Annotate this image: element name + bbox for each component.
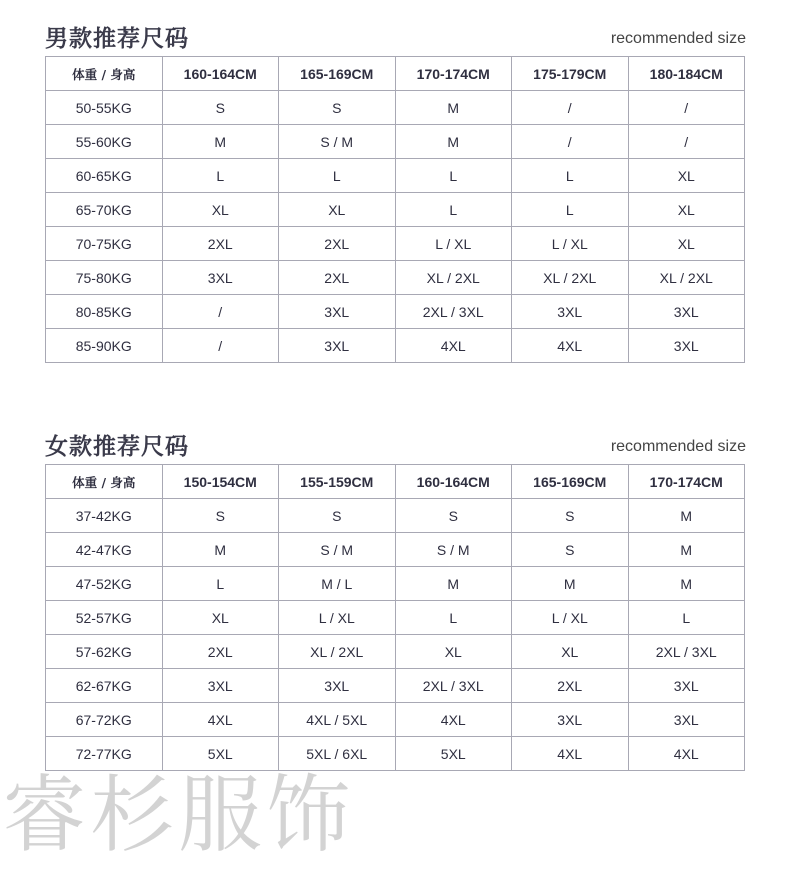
women-height-header: 170-174CM [628, 465, 745, 499]
women-corner-header: 体重 / 身高 [46, 465, 163, 499]
women-size-cell: XL [162, 601, 279, 635]
men-size-cell: 3XL [279, 295, 396, 329]
men-height-header: 165-169CM [279, 57, 396, 91]
men-weight-cell: 75-80KG [46, 261, 163, 295]
men-size-cell: M [162, 125, 279, 159]
men-size-cell: S [279, 91, 396, 125]
men-size-cell: S [162, 91, 279, 125]
men-table-row [46, 91, 745, 125]
men-table-row [46, 261, 745, 295]
women-size-cell: XL / 2XL [279, 635, 396, 669]
men-size-cell: 2XL [279, 261, 396, 295]
men-size-cell: L [395, 193, 512, 227]
women-table-row [46, 567, 745, 601]
women-size-cell: 5XL [395, 737, 512, 771]
men-size-cell: / [512, 125, 629, 159]
men-size-cell: M [395, 91, 512, 125]
women-size-cell: M [395, 567, 512, 601]
men-header-row [46, 57, 745, 91]
men-size-cell: / [162, 295, 279, 329]
women-size-cell: L / XL [279, 601, 396, 635]
women-weight-cell: 72-77KG [46, 737, 163, 771]
men-weight-cell: 85-90KG [46, 329, 163, 363]
men-size-cell: L [279, 159, 396, 193]
women-height-header: 150-154CM [162, 465, 279, 499]
women-table-row [46, 601, 745, 635]
women-size-cell: 2XL [162, 635, 279, 669]
men-size-cell: 2XL / 3XL [395, 295, 512, 329]
women-size-cell: S [279, 499, 396, 533]
men-size-cell: 2XL [279, 227, 396, 261]
watermark: 睿杉服饰 [2, 766, 355, 864]
men-title: 男款推荐尺码 [45, 26, 189, 52]
men-size-cell: XL / 2XL [395, 261, 512, 295]
men-size-cell: L [512, 193, 629, 227]
women-header-row [46, 465, 745, 499]
men-weight-cell: 60-65KG [46, 159, 163, 193]
women-size-cell: S [512, 533, 629, 567]
women-size-cell: 4XL [162, 703, 279, 737]
women-size-cell: 4XL [628, 737, 745, 771]
women-size-cell: M [512, 567, 629, 601]
men-weight-cell: 70-75KG [46, 227, 163, 261]
women-table-row [46, 635, 745, 669]
men-height-header: 180-184CM [628, 57, 745, 91]
men-table-row [46, 295, 745, 329]
men-weight-cell: 55-60KG [46, 125, 163, 159]
men-size-cell: L / XL [395, 227, 512, 261]
women-table-row [46, 533, 745, 567]
women-table-body [46, 499, 745, 771]
men-table-row [46, 227, 745, 261]
men-size-cell: L [162, 159, 279, 193]
men-size-cell: XL [162, 193, 279, 227]
women-size-cell: S [512, 499, 629, 533]
men-height-header: 170-174CM [395, 57, 512, 91]
women-weight-cell: 57-62KG [46, 635, 163, 669]
men-size-cell: S / M [279, 125, 396, 159]
men-size-cell: 2XL [162, 227, 279, 261]
men-weight-cell: 80-85KG [46, 295, 163, 329]
men-size-cell: 4XL [395, 329, 512, 363]
men-size-cell: XL / 2XL [512, 261, 629, 295]
women-size-cell: M [628, 499, 745, 533]
women-size-table [45, 464, 745, 771]
women-height-header: 155-159CM [279, 465, 396, 499]
women-weight-cell: 42-47KG [46, 533, 163, 567]
women-size-cell: XL [512, 635, 629, 669]
men-size-cell: 3XL [628, 295, 745, 329]
women-size-cell: 5XL / 6XL [279, 737, 396, 771]
women-weight-cell: 37-42KG [46, 499, 163, 533]
men-size-cell: / [512, 91, 629, 125]
men-size-cell: 3XL [279, 329, 396, 363]
men-size-cell: L / XL [512, 227, 629, 261]
women-weight-cell: 52-57KG [46, 601, 163, 635]
men-table-row [46, 125, 745, 159]
women-size-cell: M [162, 533, 279, 567]
men-table-body [46, 91, 745, 363]
men-size-cell: 4XL [512, 329, 629, 363]
women-size-cell: S [395, 499, 512, 533]
women-size-cell: M [628, 567, 745, 601]
men-table-row [46, 159, 745, 193]
men-size-cell: XL / 2XL [628, 261, 745, 295]
men-corner-header: 体重 / 身高 [46, 57, 163, 91]
women-size-cell: 3XL [162, 669, 279, 703]
women-size-cell: S / M [279, 533, 396, 567]
women-weight-cell: 47-52KG [46, 567, 163, 601]
men-table-row [46, 329, 745, 363]
women-size-cell: 2XL / 3XL [395, 669, 512, 703]
men-subtitle: recommended size [610, 30, 746, 47]
men-height-header: 160-164CM [162, 57, 279, 91]
men-size-cell: XL [279, 193, 396, 227]
women-size-cell: S / M [395, 533, 512, 567]
women-size-cell: 4XL [395, 703, 512, 737]
men-size-cell: XL [628, 227, 745, 261]
women-table-row [46, 669, 745, 703]
men-size-cell: 3XL [512, 295, 629, 329]
women-size-cell: 2XL / 3XL [628, 635, 745, 669]
women-subtitle: recommended size [610, 438, 746, 455]
men-size-cell: 3XL [628, 329, 745, 363]
men-size-cell: M [395, 125, 512, 159]
women-weight-cell: 62-67KG [46, 669, 163, 703]
men-height-header: 175-179CM [512, 57, 629, 91]
men-size-cell: / [162, 329, 279, 363]
women-table-row [46, 499, 745, 533]
women-size-cell: 5XL [162, 737, 279, 771]
men-size-cell: L [512, 159, 629, 193]
men-weight-cell: 50-55KG [46, 91, 163, 125]
women-heading [45, 426, 746, 464]
men-size-cell: XL [628, 193, 745, 227]
men-size-cell: XL [628, 159, 745, 193]
women-size-cell: 3XL [628, 669, 745, 703]
men-size-cell: 3XL [162, 261, 279, 295]
women-size-section [45, 426, 746, 771]
women-size-cell: L [395, 601, 512, 635]
men-heading [45, 18, 746, 56]
men-size-table [45, 56, 745, 363]
women-table-row [46, 737, 745, 771]
women-size-cell: 4XL / 5XL [279, 703, 396, 737]
women-height-header: 160-164CM [395, 465, 512, 499]
women-weight-cell: 67-72KG [46, 703, 163, 737]
women-size-cell: 4XL [512, 737, 629, 771]
men-size-cell: L [395, 159, 512, 193]
men-weight-cell: 65-70KG [46, 193, 163, 227]
women-size-cell: L [162, 567, 279, 601]
women-size-cell: L / XL [512, 601, 629, 635]
women-size-cell: 3XL [279, 669, 396, 703]
women-size-cell: M / L [279, 567, 396, 601]
men-size-section [45, 18, 746, 363]
women-table-row [46, 703, 745, 737]
women-size-cell: 2XL [512, 669, 629, 703]
men-table-row [46, 193, 745, 227]
men-size-cell: / [628, 91, 745, 125]
women-size-cell: S [162, 499, 279, 533]
women-height-header: 165-169CM [512, 465, 629, 499]
women-size-cell: L [628, 601, 745, 635]
women-size-cell: 3XL [628, 703, 745, 737]
women-size-cell: M [628, 533, 745, 567]
women-size-cell: XL [395, 635, 512, 669]
women-size-cell: 3XL [512, 703, 629, 737]
men-size-cell: / [628, 125, 745, 159]
women-title: 女款推荐尺码 [45, 434, 189, 460]
